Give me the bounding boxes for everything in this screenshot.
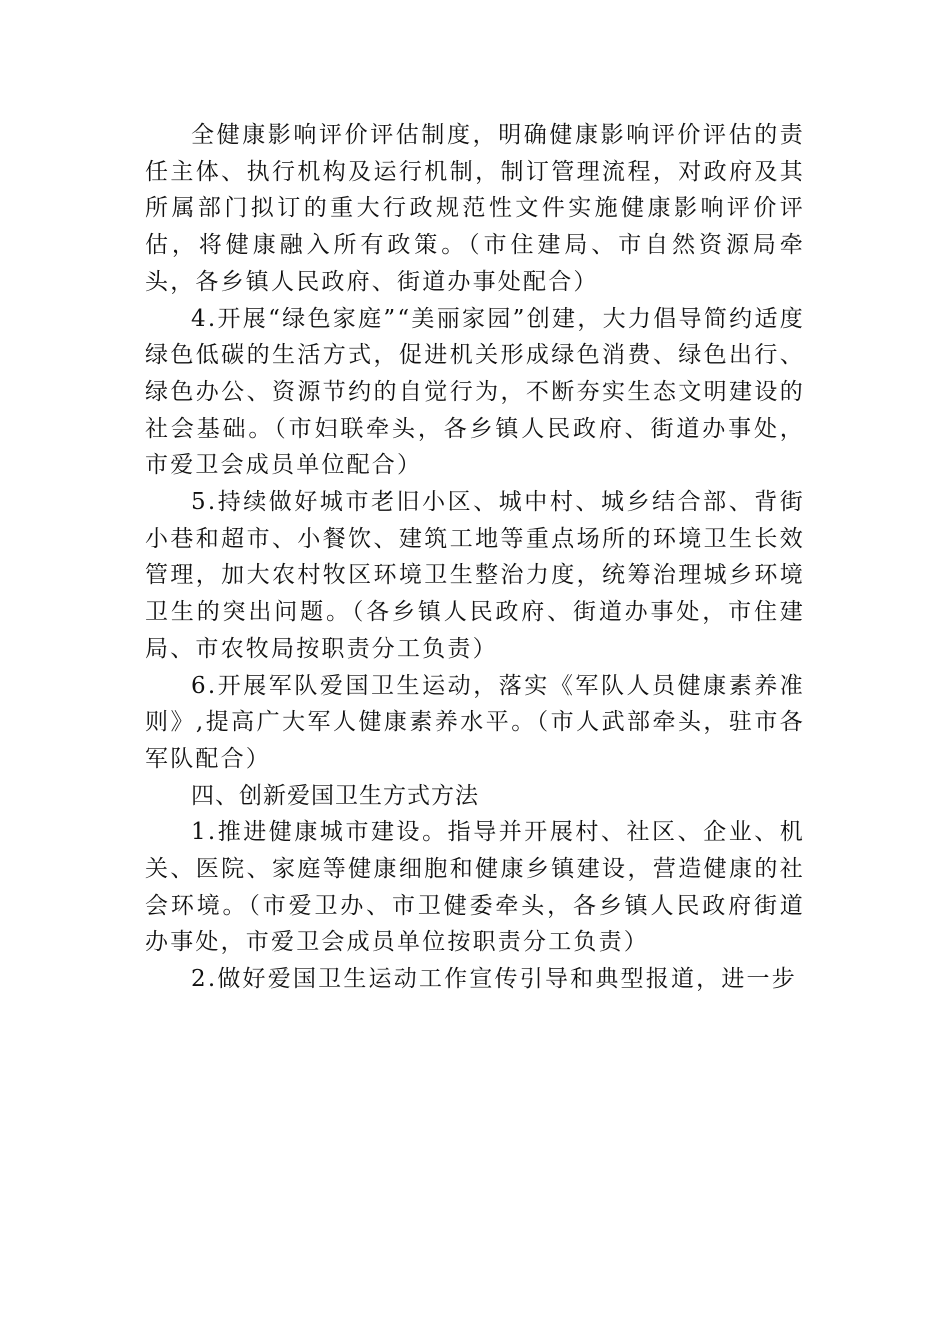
section-paragraph-item-1: 1.推进健康城市建设。指导并开展村、社区、企业、机关、医院、家庭等健康细胞和健康乡镇建设，营造健康的社会环境。（市爱卫办、市卫健委牵头，各乡镇人民政府街道办事处，市爱卫会成员单位按职责分工负责） xyxy=(145,819,805,956)
paragraph-item-4: 4.开展“绿色家庭”“美丽家园”创建，大力倡导简约适度绿色低碳的生活方式，促进机关形成绿色消费、绿色出行、绿色办公、资源节约的自觉行为，不断夯实生态文明建设的社会基础。（市妇联牵头，各乡镇人民政府、街道办事处，市爱卫会成员单位配合） xyxy=(145,305,805,479)
document-body xyxy=(145,117,805,998)
paragraph-health-impact: 全健康影响评价评估制度，明确健康影响评价评估的责任主体、执行机构及运行机制，制订管理流程，对政府及其所属部门拟订的重大行政规范性文件实施健康影响评价评估，将健康融入所有政策。（市住建局、市自然资源局牵头，各乡镇人民政府、街道办事处配合） xyxy=(145,122,805,295)
section-paragraph-item-2: 2.做好爱国卫生运动工作宣传引导和典型报道，进一步 xyxy=(191,966,797,993)
section-heading: 四、创新爱国卫生方式方法 xyxy=(191,782,479,809)
paragraph-item-5: 5.持续做好城市老旧小区、城中村、城乡结合部、背街小巷和超市、小餐饮、建筑工地等重点场所的环境卫生长效管理，加大农村牧区环境卫生整治力度，统筹治理城乡环境卫生的突出问题。（各乡镇人民政府、街道办事处，市住建局、市农牧局按职责分工负责） xyxy=(145,489,805,662)
paragraph-item-6: 6.开展军队爱国卫生运动，落实《军队人员健康素养准则》,提高广大军人健康素养水平。（市人武部牵头，驻市各军队配合） xyxy=(145,672,805,772)
